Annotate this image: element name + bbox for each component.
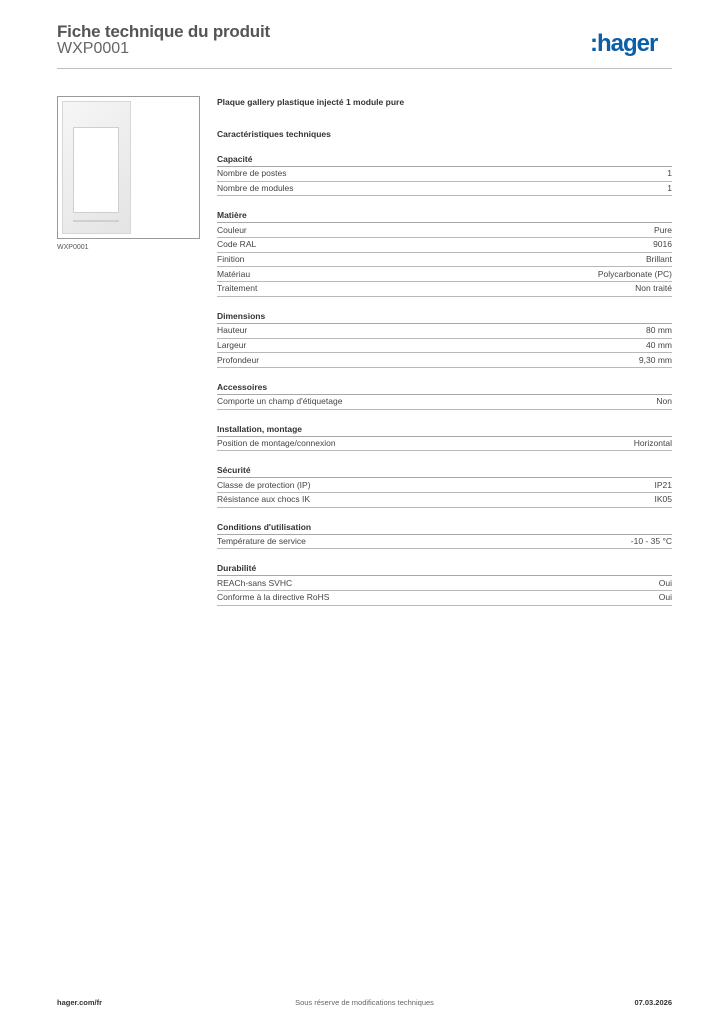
spec-value: 1 — [667, 168, 672, 179]
spec-section — [217, 465, 672, 507]
section-heading: Durabilité — [217, 563, 672, 576]
section-heading: Installation, montage — [217, 424, 672, 437]
section-heading: Dimensions — [217, 311, 672, 324]
spec-label: Classe de protection (IP) — [217, 479, 311, 490]
plate-module-opening — [73, 127, 119, 213]
spec-row — [217, 182, 672, 197]
spec-label: Nombre de postes — [217, 168, 287, 179]
section-heading: Sécurité — [217, 465, 672, 478]
spec-row — [217, 267, 672, 282]
hager-logo: :hager — [590, 30, 658, 57]
spec-value: IK05 — [654, 494, 672, 505]
spec-section — [217, 382, 672, 410]
spec-label: Conforme à la directive RoHS — [217, 592, 330, 603]
spec-label: Température de service — [217, 535, 306, 546]
spec-section — [217, 154, 672, 196]
spec-label: Comporte un champ d'étiquetage — [217, 396, 343, 407]
spec-row — [217, 167, 672, 182]
spec-row — [217, 576, 672, 591]
spec-section — [217, 522, 672, 550]
specs-title: Caractéristiques techniques — [217, 129, 331, 139]
product-code: WXP0001 — [57, 40, 130, 57]
spec-row — [217, 395, 672, 410]
spec-label: REACh-sans SVHC — [217, 577, 293, 588]
spec-label: Couleur — [217, 224, 247, 235]
spec-value: -10 - 35 °C — [630, 535, 672, 546]
spec-value: 40 mm — [646, 339, 672, 350]
spec-row — [217, 238, 672, 253]
spec-label: Code RAL — [217, 239, 257, 250]
spec-label: Résistance aux chocs IK — [217, 494, 311, 505]
spec-row — [217, 324, 672, 339]
product-name: Plaque gallery plastique injecté 1 module pure — [217, 97, 405, 107]
spec-value: Polycarbonate (PC) — [597, 268, 672, 279]
spec-row — [217, 591, 672, 606]
spec-value: 1 — [667, 183, 672, 194]
spec-value: 9016 — [653, 239, 672, 250]
spec-section — [217, 210, 672, 296]
product-image — [57, 96, 200, 239]
spec-row — [217, 437, 672, 452]
spec-label: Position de montage/connexion — [217, 437, 336, 448]
spec-content — [217, 96, 672, 606]
footer-website: hager.com/fr — [57, 998, 103, 1007]
spec-label: Largeur — [217, 339, 247, 350]
spec-row — [217, 535, 672, 550]
plate-slot — [73, 220, 119, 222]
spec-label: Profondeur — [217, 354, 260, 365]
spec-value: Brillant — [646, 254, 672, 265]
spec-row — [217, 253, 672, 268]
section-heading: Matière — [217, 210, 672, 223]
spec-section — [217, 424, 672, 452]
spec-value: 80 mm — [646, 325, 672, 336]
section-heading: Conditions d'utilisation — [217, 522, 672, 535]
spec-value: Oui — [658, 592, 672, 603]
spec-value: Pure — [654, 224, 672, 235]
spec-value: Oui — [658, 577, 672, 588]
footer-disclaimer: Sous réserve de modifications techniques — [295, 998, 434, 1007]
spec-label: Traitement — [217, 283, 258, 294]
spec-value: Non — [656, 396, 672, 407]
header-divider — [57, 68, 672, 69]
spec-value: Horizontal — [633, 437, 672, 448]
spec-label: Hauteur — [217, 325, 248, 336]
wall-plate-picture — [62, 101, 131, 234]
spec-label: Finition — [217, 254, 245, 265]
section-heading: Capacité — [217, 154, 672, 167]
footer-date: 07.03.2026 — [634, 998, 672, 1007]
spec-row — [217, 339, 672, 354]
spec-row — [217, 282, 672, 297]
section-heading: Accessoires — [217, 382, 672, 395]
spec-label: Nombre de modules — [217, 183, 294, 194]
spec-row — [217, 478, 672, 493]
spec-section — [217, 563, 672, 605]
spec-value: IP21 — [654, 479, 672, 490]
spec-value: 9,30 mm — [638, 354, 672, 365]
spec-row — [217, 493, 672, 508]
spec-row — [217, 353, 672, 368]
spec-value: Non traité — [635, 283, 672, 294]
spec-section — [217, 311, 672, 368]
spec-label: Matériau — [217, 268, 251, 279]
page-title: Fiche technique du produit — [57, 22, 270, 41]
spec-sections — [217, 154, 672, 606]
spec-row — [217, 223, 672, 238]
image-caption: WXP0001 — [57, 244, 89, 251]
